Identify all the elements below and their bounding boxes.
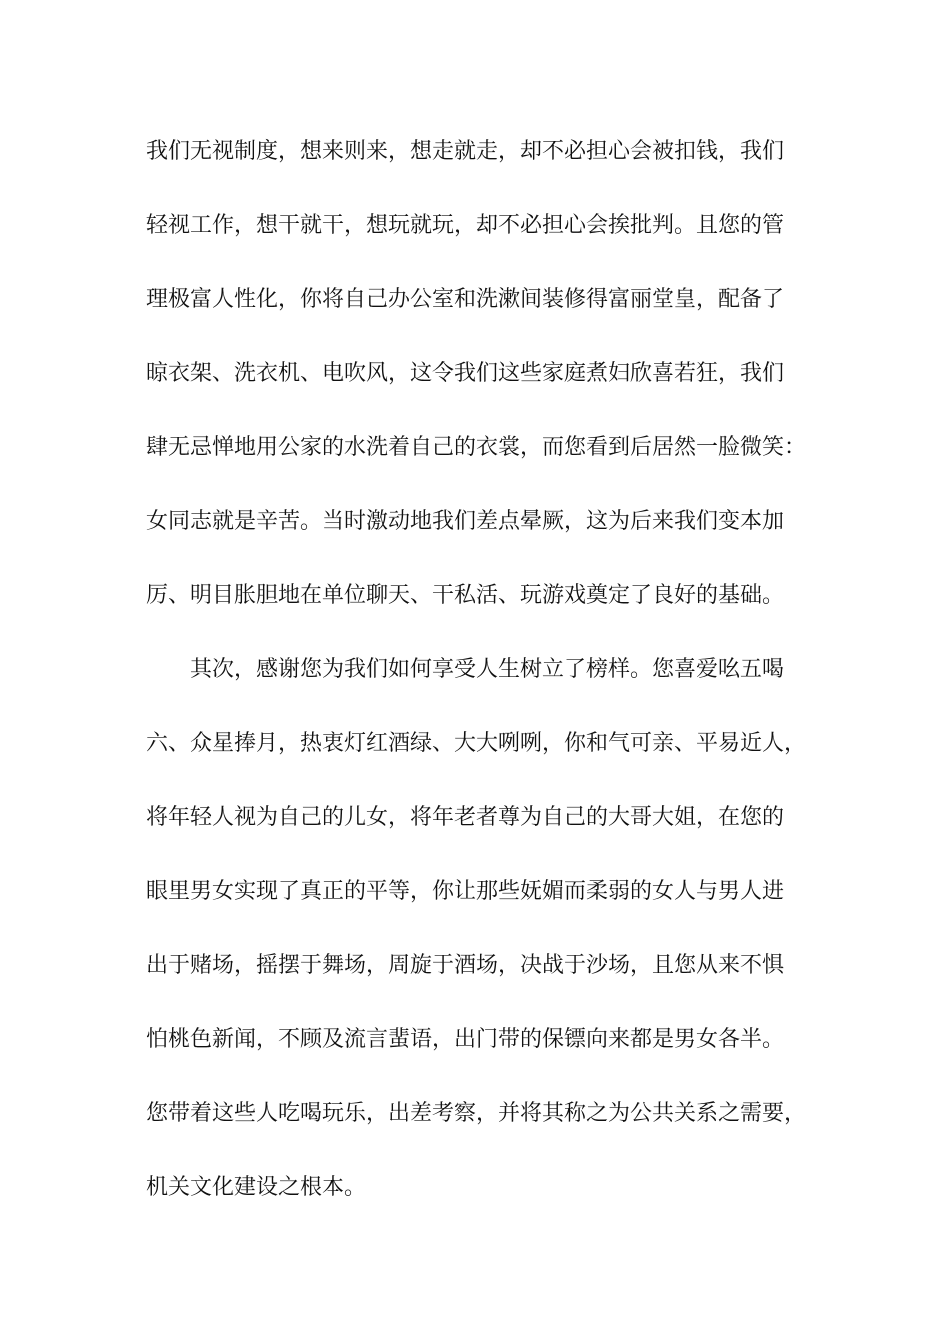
text-line: 晾衣架、洗衣机、电吹风，这令我们这些家庭煮妇欣喜若狂，我们	[146, 361, 785, 386]
text-line: 机关文化建设之根本。	[146, 1175, 367, 1200]
text-line: 理极富人性化，你将自己办公室和洗漱间装修得富丽堂皇，配备了	[146, 287, 785, 312]
text-line: 眼里男女实现了真正的平等，你让那些妩媚而柔弱的女人与男人进	[146, 879, 785, 904]
body-text	[146, 130, 836, 1240]
text-line: 六、众星捧月，热衷灯红酒绿、大大咧咧，你和气可亲、平易近人，	[146, 731, 807, 756]
paragraph-start-line: 其次，感谢您为我们如何享受人生树立了榜样。您喜爱吆五喝	[190, 657, 785, 682]
text-line: 您带着这些人吃喝玩乐，出差考察，并将其称之为公共关系之需要，	[146, 1101, 807, 1126]
text-line: 我们无视制度，想来则来，想走就走，却不必担心会被扣钱，我们	[146, 139, 785, 164]
text-line: 怕桃色新闻，不顾及流言蜚语，出门带的保镖向来都是男女各半。	[146, 1027, 785, 1052]
text-line: 出于赌场，摇摆于舞场，周旋于酒场，决战于沙场，且您从来不惧	[146, 953, 785, 978]
text-line: 轻视工作，想干就干，想玩就玩，却不必担心会挨批判。且您的管	[146, 213, 785, 238]
text-line: 将年轻人视为自己的儿女，将年老者尊为自己的大哥大姐，在您的	[146, 805, 785, 830]
text-line: 肆无忌惮地用公家的水洗着自己的衣裳，而您看到后居然一脸微笑：	[146, 435, 807, 460]
text-line: 女同志就是辛苦。当时激动地我们差点晕厥，这为后来我们变本加	[146, 509, 785, 534]
text-line: 厉、明目胀胆地在单位聊天、干私活、玩游戏奠定了良好的基础。	[146, 583, 785, 608]
